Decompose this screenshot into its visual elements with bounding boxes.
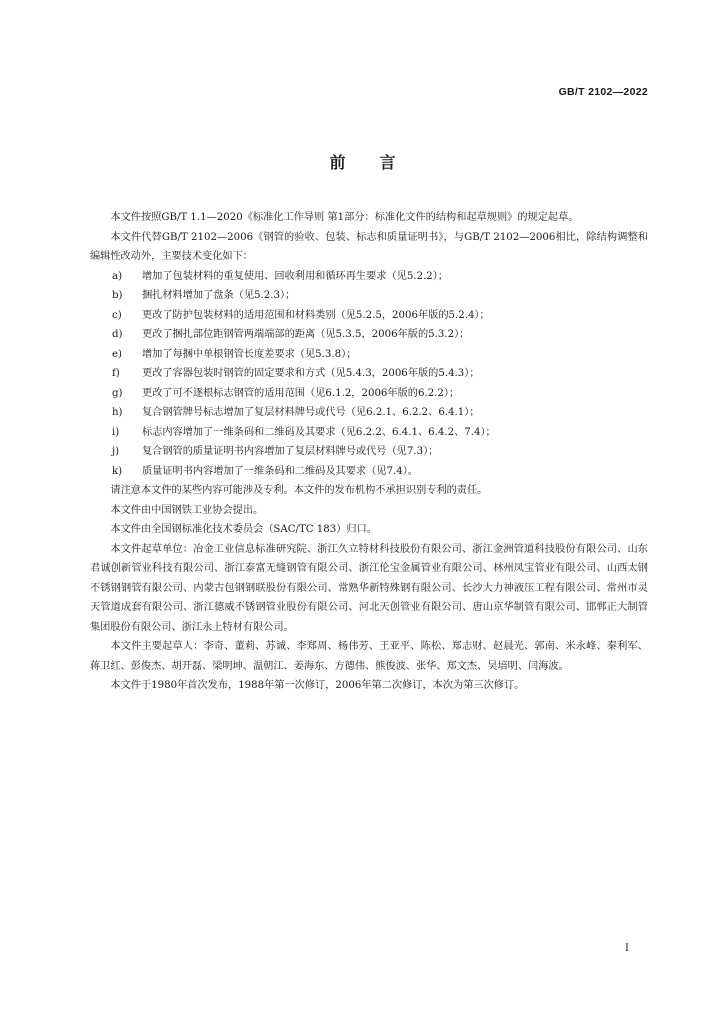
paragraph: 本文件代替GB/T 2102—2006《钢管的验收、包装、标志和质量证明书》，与GB/T 2102—2006相比，除结构调整和编辑性改动外，主要技术变化如下： (90, 231, 648, 262)
list-item-text: 增加了包装材料的重复使用、回收利用和循环再生要求（见5.2.2）； (142, 270, 449, 282)
list-item (90, 403, 648, 423)
list-item (90, 325, 648, 345)
list-item-text: 增加了每捆中单根钢管长度差要求（见5.3.8）； (142, 348, 357, 360)
list-item (90, 267, 648, 287)
list-marker: f) (112, 368, 120, 379)
list-marker: c) (112, 309, 122, 321)
list-marker: h) (112, 407, 123, 418)
foreword-body (90, 208, 648, 696)
standard-code: GB/T 2102—2022 (558, 86, 648, 98)
list-item (90, 286, 648, 306)
list-item-text: 质量证明书内容增加了一维条码和二维码及其要求（见7.4）。 (142, 465, 418, 477)
list-marker: e) (112, 348, 123, 360)
paragraph: 本文件由全国钢标准化技术委员会（SAC/TC 183）归口。 (110, 524, 377, 535)
list-item (90, 384, 648, 404)
list-marker: a) (112, 270, 123, 282)
paragraph: 请注意本文件的某些内容可能涉及专利。本文件的发布机构不承担识别专利的责任。 (110, 485, 488, 496)
list-item (90, 345, 648, 365)
list-item-text: 更改了容器包装时钢管的固定要求和方式（见5.4.3，2006年版的5.4.3）； (142, 368, 480, 379)
list-item (90, 442, 648, 462)
list-item (90, 364, 648, 384)
list-marker: k) (112, 465, 123, 477)
list-marker: j) (112, 446, 120, 457)
paragraph: 本文件主要起草人：李奇、董莉、苏诚、李郑周、杨伟芳、王亚平、陈松、郑志财、赵晨光、郭南、米永峰、秦利军、蒋卫红、彭俊杰、胡开磊、梁明坤、温朝江、姜海东、方德伟、熊俊波、张华、郑文杰、吴培明、闫海波。 (90, 641, 648, 672)
list-item (90, 462, 648, 482)
list-item-text: 更改了捆扎部位距钢管两端端部的距离（见5.3.5，2006年版的5.3.2）； (142, 329, 470, 340)
list-item-text: 更改了可不逐根标志钢管的适用范围（见6.1.2，2006年版的6.2.2）； (142, 387, 460, 399)
paragraph: 本文件由中国钢铁工业协会提出。 (110, 504, 264, 516)
list-item-text: 捆扎材料增加了盘条（见5.2.3）； (142, 290, 296, 301)
paragraph: 本文件于1980年首次发布，1988年第一次修订，2006年第二次修订，本次为第三次修订。 (110, 680, 525, 691)
page-number: I (625, 943, 629, 954)
list-marker: b) (112, 290, 123, 301)
list-marker: i) (112, 426, 120, 438)
list-item-text: 复合钢管的质量证明书内容增加了复层材料牌号或代号（见7.3）； (142, 446, 439, 457)
list-item-text: 复合钢管牌号标志增加了复层材料牌号或代号（见6.2.1、6.2.2、6.4.1）； (142, 407, 480, 418)
list-item-text: 标志内容增加了一维条码和二维码及其要求（见6.2.2、6.4.1、6.4.2、7.4）； (142, 426, 496, 438)
page-title: 前言 (329, 153, 430, 172)
list-marker: d) (112, 329, 123, 340)
paragraph: 本文件起草单位：冶金工业信息标准研究院、浙江久立特材科技股份有限公司、浙江金洲管道科技股份有限公司、山东君诚创新管业科技有限公司、浙江泰富无缝钢管有限公司、浙江伦宝金属管业有限公司、林州凤宝管业有限公司、山西太钢不锈钢钢管有限公司、内蒙古包钢钢联股份有限公司、常熟华新特殊钢有限公司、长沙大力神液压工程有限公司、常州市灵天管道成套有限公司、浙江德威不锈钢管业股份有限公司、河北天创管业有限公司、唐山京华制管有限公司、邯郸正大制管集团股份有限公司、浙江永上特材有限公司。 (90, 543, 648, 633)
list-item (90, 423, 648, 443)
list-item-text: 更改了防护包装材料的适用范围和材料类别（见5.2.5，2006年版的5.2.4）； (142, 309, 490, 321)
changes-list (90, 267, 648, 482)
paragraph: 本文件按照GB/T 1.1—2020《标准化工作导则 第1部分：标准化文件的结构和起草规则》的规定起草。 (110, 212, 579, 223)
list-item (90, 306, 648, 326)
list-marker: g) (112, 387, 123, 399)
